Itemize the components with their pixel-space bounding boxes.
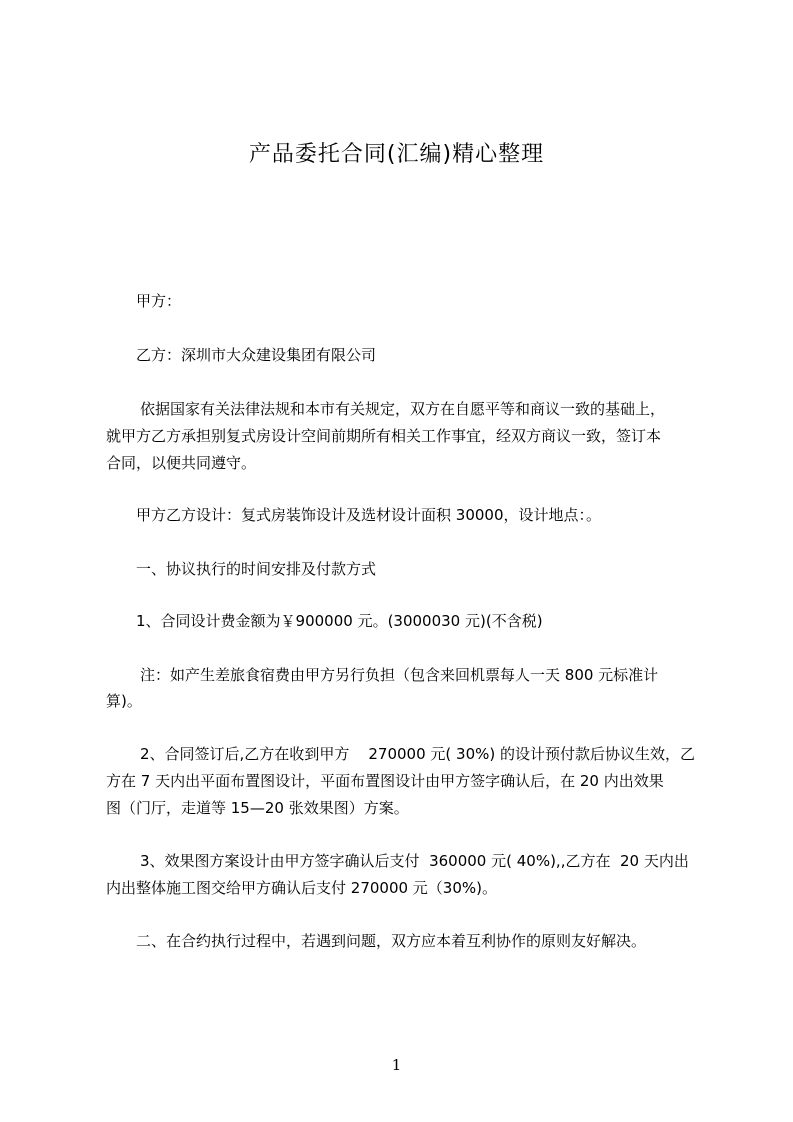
intro-line-1: 依据国家有关法律法规和本市有关规定，双方在自愿平等和商议一致的基础上， bbox=[140, 400, 666, 418]
clause-1-line: 1、合同设计费金额为￥900000 元。(3000030 元)(不含税) bbox=[136, 612, 543, 630]
party-a-line: 甲方： bbox=[136, 292, 182, 310]
section-two-line: 二、在合约执行过程中，若遇到问题，双方应本着互利协作的原则友好解决。 bbox=[136, 932, 647, 950]
clause-2-line-1: 2、合同签订后,乙方在收到甲方 270000 元( 30%) 的设计预付款后协议生效，乙 bbox=[140, 745, 695, 763]
clause-3-line-1: 3、效果图方案设计由甲方签字确认后支付 360000 元( 40%),,乙方在 20 天内出 bbox=[140, 852, 689, 870]
note-line-1: 注：如产生差旅食宿费由甲方另行负担（包含来回机票每人一天 800 元标准计 bbox=[140, 666, 659, 684]
document-title: 产品委托合同(汇编)精心整理 bbox=[248, 142, 545, 167]
design-line: 甲方乙方设计：复式房装饰设计及选材设计面积 30000，设计地点：。 bbox=[136, 506, 601, 524]
page-number: 1 bbox=[391, 1056, 402, 1074]
party-b-line: 乙方：深圳市大众建设集团有限公司 bbox=[136, 346, 377, 364]
section-one-heading: 一、协议执行的时间安排及付款方式 bbox=[136, 560, 377, 578]
intro-line-2: 就甲方乙方承担别复式房设计空间前期所有相关工作事宜，经双方商议一致，签订本 bbox=[106, 427, 662, 445]
clause-3-line-2: 内出整体施工图交给甲方确认后支付 270000 元（30%)。 bbox=[106, 879, 497, 897]
clause-2-line-3: 图（门厅，走道等 15—20 张效果图）方案。 bbox=[106, 799, 409, 817]
intro-line-3: 合同，以便共同遵守。 bbox=[106, 454, 257, 472]
note-line-2: 算)。 bbox=[106, 692, 142, 710]
clause-2-line-2: 方在 7 天内出平面布置图设计，平面布置图设计由甲方签字确认后，在 20 内出效果 bbox=[106, 772, 664, 790]
